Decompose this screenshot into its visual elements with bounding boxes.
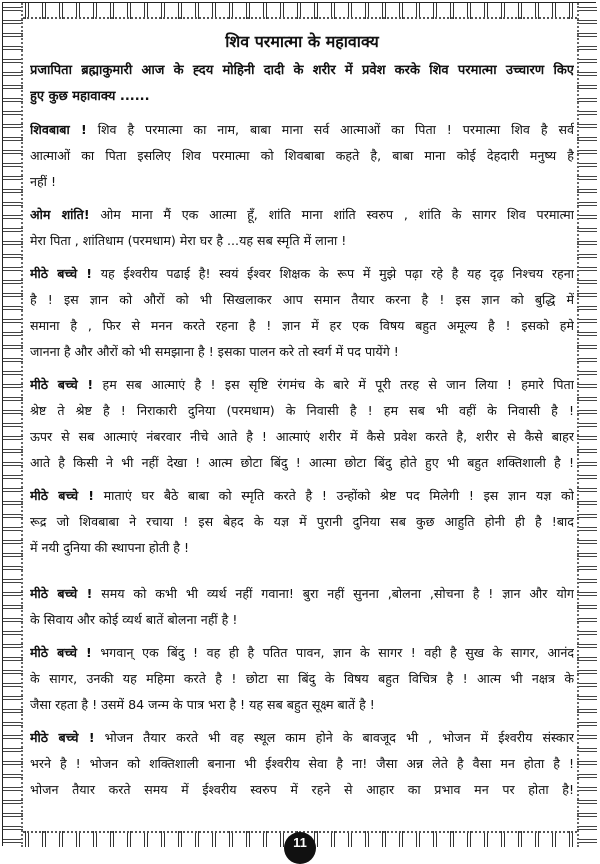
- decorative-border-top: [3, 3, 597, 19]
- paragraph-text: है ! इस ज्ञान को औरों को भी सिखलाकर आप समान तैयार करना है ! इस ज्ञान को बुद्धि में: [30, 292, 574, 307]
- paragraph-text: आते है किसी ने भी नहीं देखा ! आत्म छोटा बिंदु ! आत्मा छोटा बिंदु होते हुए भी बहुत शक्तिशाली है !: [30, 455, 574, 470]
- intro: [30, 58, 574, 110]
- decorative-border-left: [3, 3, 23, 847]
- intro-line: हुए कुछ महावाक्य ......: [30, 89, 150, 104]
- page-title: शिव परमात्मा के महावाक्य: [225, 32, 379, 51]
- paragraph-text: हम सब आत्माएं है ! इस सृष्टि रंगमंच के बारे में पूरी तरह से जान लिया ! हमारे पिता: [102, 377, 574, 392]
- paragraph-meethe-bachche: [30, 581, 574, 633]
- paragraph-text: के सागर, उनकी यह महिमा करते है ! छोटा सा बिंदु के विषय बहुत विचित्र है ! आत्म भी नक्षत्र के: [30, 671, 574, 686]
- paragraph-label: शिवबाबा !: [30, 122, 87, 137]
- paragraph-text: ओम माना मैं एक आत्मा हूँ, शांति माना शांति स्वरुप , शांति के सागर शिव परमात्मा: [100, 207, 574, 222]
- paragraph-text: भगवान् एक बिंदु ! वह ही है पतित पावन, ज्ञान के सागर ! वही है सुख के सागर, आनंद: [100, 645, 574, 660]
- paragraph-text: में नयी दुनिया की स्थापना होती है !: [30, 540, 190, 555]
- paragraph-text: आत्माओं का पिता इसलिए शिव परमात्मा को शिवबाबा कहते है, बाबा माना कोई देहदारी मनुष्य है: [30, 148, 574, 163]
- paragraph-om-shanti: [30, 202, 574, 254]
- paragraph-meethe-bachche: [30, 261, 574, 365]
- paragraph-text: भोजन तैयार करते समय में ईश्वरीय स्वरुप में रहने से आहार का प्रभाव मन पर होता है!: [30, 782, 574, 797]
- paragraph-text: रूद्र जो शिवबाबा ने रचाया ! इस बेहद के यज्ञ में पुरानी दुनिया सब कुछ आहुति होनी ही है !बाद: [30, 514, 574, 529]
- paragraph-meethe-bachche: [30, 372, 574, 476]
- paragraph-label: मीठे बच्चे !: [30, 488, 94, 503]
- paragraph-meethe-bachche: [30, 640, 574, 718]
- paragraph-label: मीठे बच्चे !: [30, 586, 93, 601]
- page-number: 11: [284, 832, 316, 864]
- paragraph-text: यह ईश्वरीय पढाई है! स्वयं ईश्वर शिक्षक के रूप में मुझे पढ़ा रहे है यह दृढ़ निश्चय रहना: [100, 266, 574, 281]
- paragraph-text: शिव है परमात्मा का नाम, बाबा माना सर्व आत्माओं का पिता ! परमात्मा शिव है सर्व: [97, 122, 574, 137]
- paragraph-label: मीठे बच्चे !: [30, 266, 92, 281]
- paragraph-text: भरने है ! भोजन को शक्तिशाली बनाना भी ईश्वरीय सेवा है ना! जैसा अन्न लेते है वैसा मन होता है !: [30, 756, 574, 771]
- paragraph-label: मीठे बच्चे !: [30, 645, 92, 660]
- paragraph-text: के सिवाय और कोई व्यर्थ बातें बोलना नहीं है !: [30, 612, 238, 627]
- paragraph-text: श्रेष्ट ते श्रेष्ट है ! निराकारी दुनिया (परमधाम) के निवासी है ! हम सब भी वहीं के निवासी है !: [30, 403, 574, 418]
- paragraph-label: मीठे बच्चे !: [30, 730, 95, 745]
- paragraph-text: भोजन तैयार करते भी वह स्थूल काम होने के बावजूद भी , भोजन में ईश्वरीय संस्कार: [104, 730, 574, 745]
- paragraph-text: मेरा पिता , शांतिधाम (परमधाम) मेरा घर है ...यह सब स्मृति में लाना !: [30, 233, 347, 248]
- paragraph-meethe-bachche: [30, 483, 574, 561]
- paragraph-label: मीठे बच्चे !: [30, 377, 94, 392]
- paragraph-meethe-bachche: [30, 725, 574, 803]
- paragraph-label: ओम शांति!: [30, 207, 90, 222]
- paragraph-text: माताएं घर बैठे बाबा को स्मृति करते है ! उन्होंको श्रेष्ट पद मिलेगी ! इस ज्ञान यज्ञ को: [103, 488, 574, 503]
- paragraph-shivbaba: [30, 117, 574, 195]
- paragraph-text: जानना है और औरों को भी समझाना है ! इसका पालन करे तो स्वर्ग में पद पायेंगे !: [30, 344, 399, 359]
- paragraph-text: जैसा रहता है ! उसमें 84 जन्म के पात्र भरा है ! यह सब बहुत सूक्ष्म बातें है !: [30, 697, 375, 712]
- paragraph-text: समाना है , फिर से मनन करते रहना है ! ज्ञान में हर एक विषय बहुत अमूल्य है ! इसको हमे: [30, 318, 574, 333]
- paragraph-text: ऊपर से सब आत्माएं नंबरवार नीचे आते है ! आत्माएं शरीर में कैसे प्रवेश करते है, शरीर से कैसे बाहर: [30, 429, 574, 444]
- paragraph-text: समय को कभी भी व्यर्थ नहीं गवाना! बुरा नहीं सुनना ,बोलना ,सोचना है ! ज्ञान और योग: [101, 586, 574, 601]
- paragraph-text: नहीं !: [30, 174, 56, 189]
- page-content: [30, 30, 574, 803]
- intro-line: प्रजापिता ब्रह्माकुमारी आज के ह्दय मोहिनी दादी के शरीर में प्रवेश करके शिव परमात्मा उच्चारण किए: [30, 63, 574, 78]
- decorative-border-right: [577, 3, 597, 847]
